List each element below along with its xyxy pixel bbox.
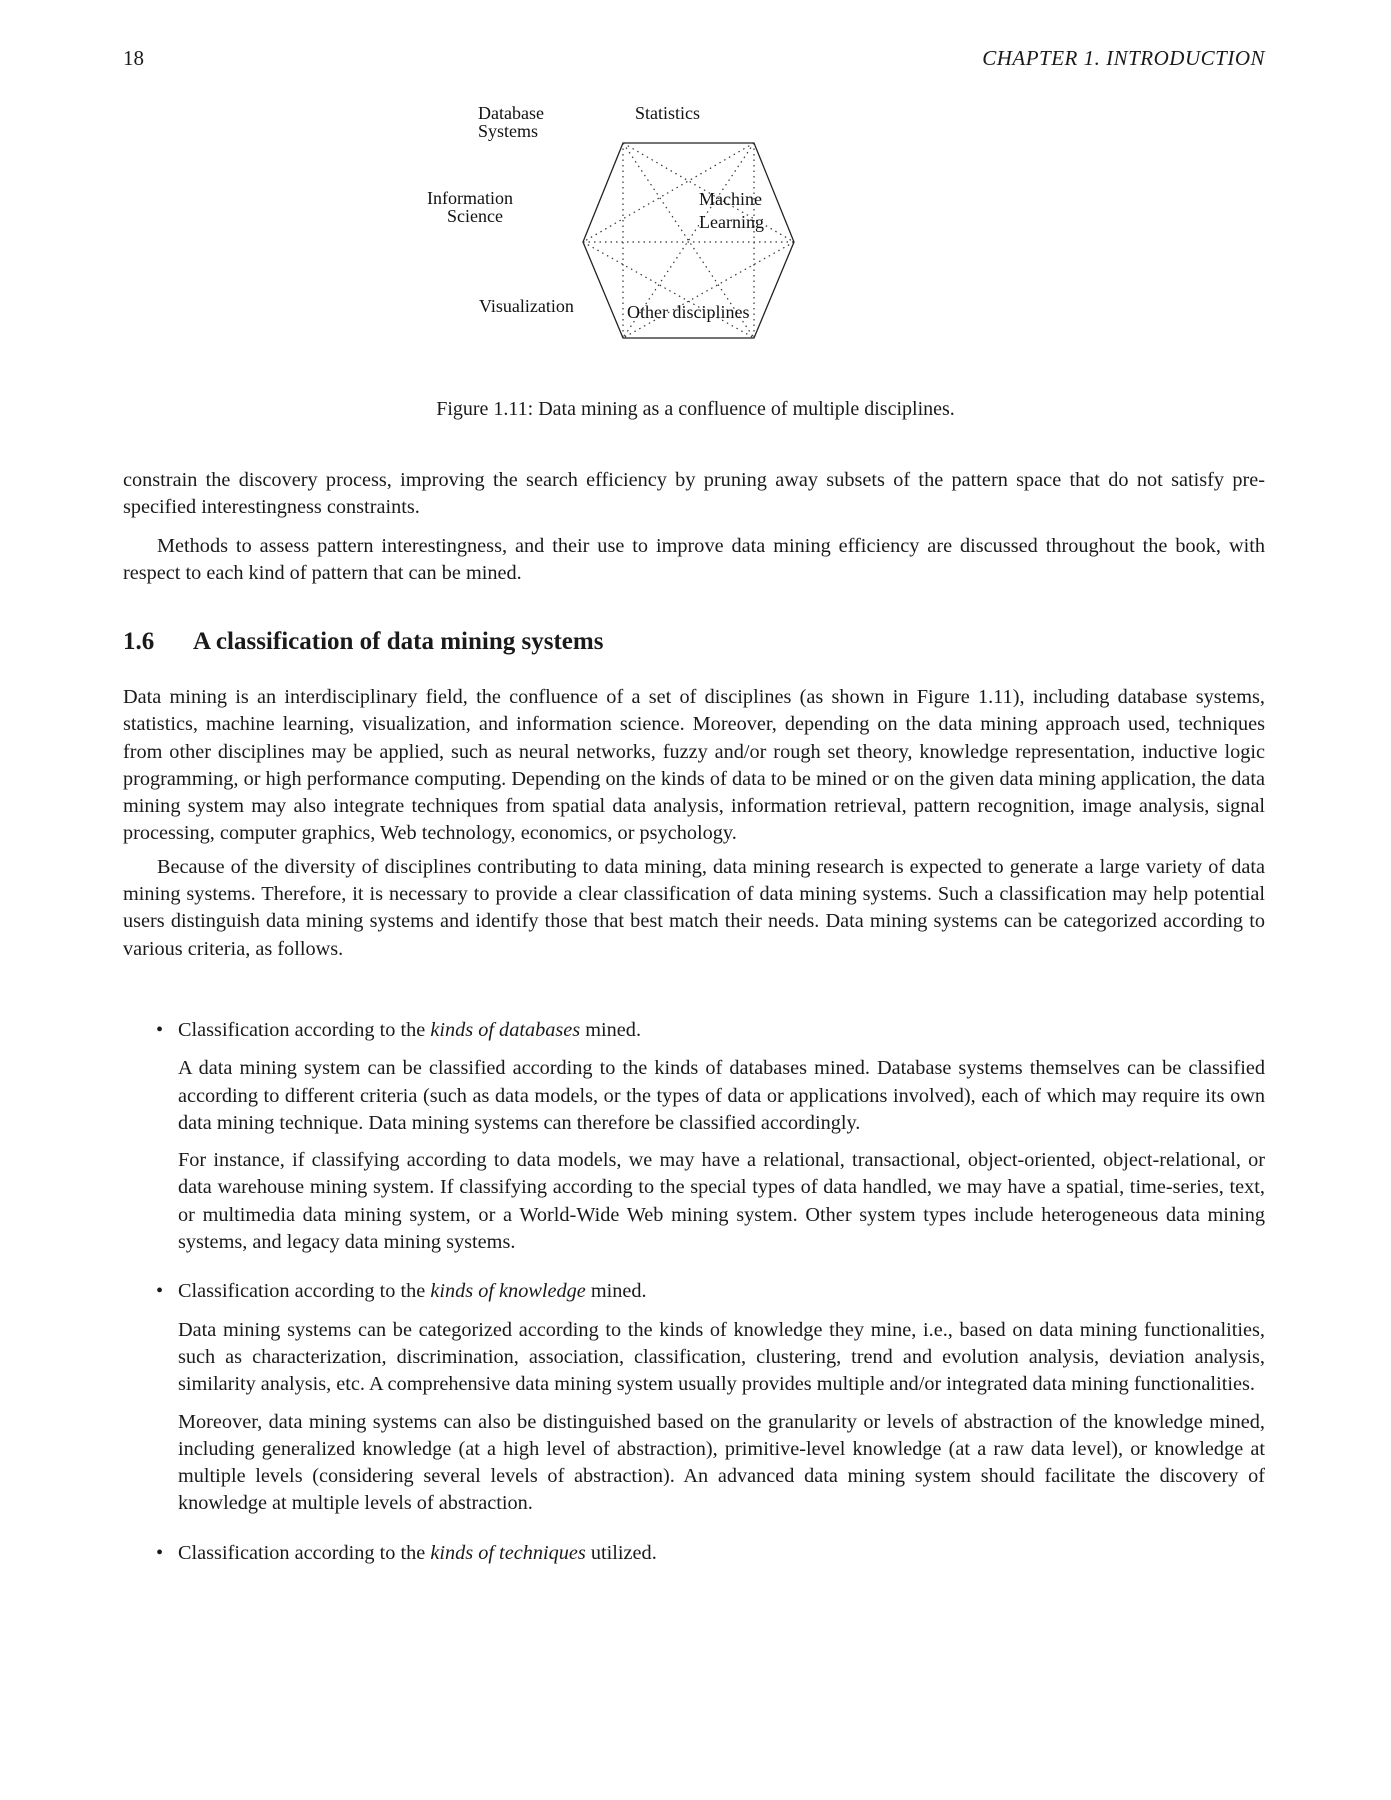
label-line: Database	[478, 103, 544, 123]
label-information-science	[427, 187, 513, 227]
paragraph: Data mining is an interdisciplinary field, the confluence of a set of disciplines (as shown in Figure 1.11), including database systems, statistics, machine learning, visualization, and information science. Moreover, depending on the data mining approach used, techniques from other disciplines may be applied, such as neural networks, fuzzy and/or rough set theory, knowledge representation, inductive logic programming, or high performance computing. Depending on the kinds of data to be mined or on the given data mining application, the data mining system may also integrate techniques from spatial data analysis, information retrieval, pattern recognition, image analysis, signal processing, computer graphics, Web technology, economics, or psychology.	[123, 686, 1265, 845]
section-body	[123, 684, 1265, 963]
bullet-item-techniques	[123, 1540, 1265, 1567]
section-title: A classification of data mining systems	[193, 628, 604, 655]
section-number: 1.6	[123, 628, 155, 655]
paragraph: constrain the discovery process, improving the search efficiency by pruning away subsets of the pattern space that do not satisfy pre-specified interestingness constraints.	[123, 469, 1265, 519]
label-other-disciplines: Other disciplines	[627, 302, 750, 322]
bullet-emphasis: kinds of databases	[430, 1019, 581, 1041]
page-header	[123, 46, 1265, 74]
paragraph: Methods to assess pattern interestingness, and their use to improve data mining efficiency are discussed throughout the book, with respect to each kind of pattern that can be mined.	[123, 534, 1265, 584]
paragraph: A data mining system can be classified according to the kinds of databases mined. Database systems themselves can be classified according to different criteria (such as data models, or the types of data or applications involved), each of which may require its own data mining technique. Data mining systems can therefore be classified accordingly.	[178, 1057, 1265, 1134]
bullet-text: Classification according to the	[178, 1280, 431, 1303]
bullet-text: Classification according to the	[178, 1019, 431, 1041]
hexagon-diagram	[470, 100, 890, 380]
page-number: 18	[123, 46, 144, 70]
figure-caption: Figure 1.11: Data mining as a confluence of multiple disciplines.	[436, 398, 955, 420]
bullet-icon: •	[156, 1280, 164, 1303]
label-line: Machine	[699, 189, 762, 209]
bullet-icon: •	[156, 1541, 164, 1564]
label-database-systems	[478, 102, 544, 142]
bullet-item-databases	[123, 1017, 1265, 1044]
label-machine-learning	[699, 188, 764, 233]
label-line: Information	[427, 188, 513, 208]
label-statistics: Statistics	[635, 103, 701, 123]
label-visualization: Visualization	[479, 296, 574, 316]
section-heading	[123, 628, 603, 656]
bullet-list	[123, 1017, 1265, 1567]
bullet-item-knowledge	[123, 1278, 1265, 1305]
paragraph: Data mining systems can be categorized according to the kinds of knowledge they mine, i.e., based on data mining functionalities, such as characterization, discrimination, association, classification, clustering, trend and evolution analysis, deviation analysis, similarity analysis, etc. A comprehensive data mining system usually provides multiple and/or integrated data mining functionalities.	[178, 1318, 1265, 1396]
bullet-icon: •	[156, 1019, 164, 1041]
label-line: Science	[447, 206, 503, 226]
bullet-text: mined.	[580, 1019, 642, 1041]
bullet-emphasis: kinds of knowledge	[430, 1280, 586, 1303]
intro-text	[123, 467, 1265, 587]
label-line: Learning	[699, 212, 764, 232]
running-title: CHAPTER 1. INTRODUCTION	[982, 46, 1265, 70]
bullet-text: mined.	[585, 1280, 647, 1303]
bullet-text: Classification according to the	[178, 1541, 431, 1564]
paragraph: Because of the diversity of disciplines contributing to data mining, data mining research is expected to generate a large variety of data mining systems. Therefore, it is necessary to provide a clear classification of data mining systems. Such a classification may help potential users distinguish data mining systems and identify those that best match their needs. Data mining systems can be categorized according to various criteria, as follows.	[123, 855, 1265, 960]
paragraph: Moreover, data mining systems can also be distinguished based on the granularity or levels of abstraction of the knowledge mined, including generalized knowledge (at a high level of abstraction), primitive-level knowledge (at a raw data level), or knowledge at multiple levels (considering several levels of abstraction). An advanced data mining system should facilitate the discovery of knowledge at multiple levels of abstraction.	[178, 1410, 1265, 1515]
bullet-text: utilized.	[585, 1541, 657, 1564]
paragraph: For instance, if classifying according to data models, we may have a relational, transactional, object-oriented, object-relational, or data warehouse mining system. If classifying according to the special types of data handled, we may have a spatial, time-series, text, or multimedia data mining system, or a World-Wide Web mining system. Other system types include heterogeneous data mining systems, and legacy data mining systems.	[178, 1149, 1265, 1254]
disciplines-hexagon-figure	[427, 100, 890, 380]
label-line: Systems	[478, 121, 539, 141]
bullet-emphasis: kinds of techniques	[430, 1541, 586, 1564]
